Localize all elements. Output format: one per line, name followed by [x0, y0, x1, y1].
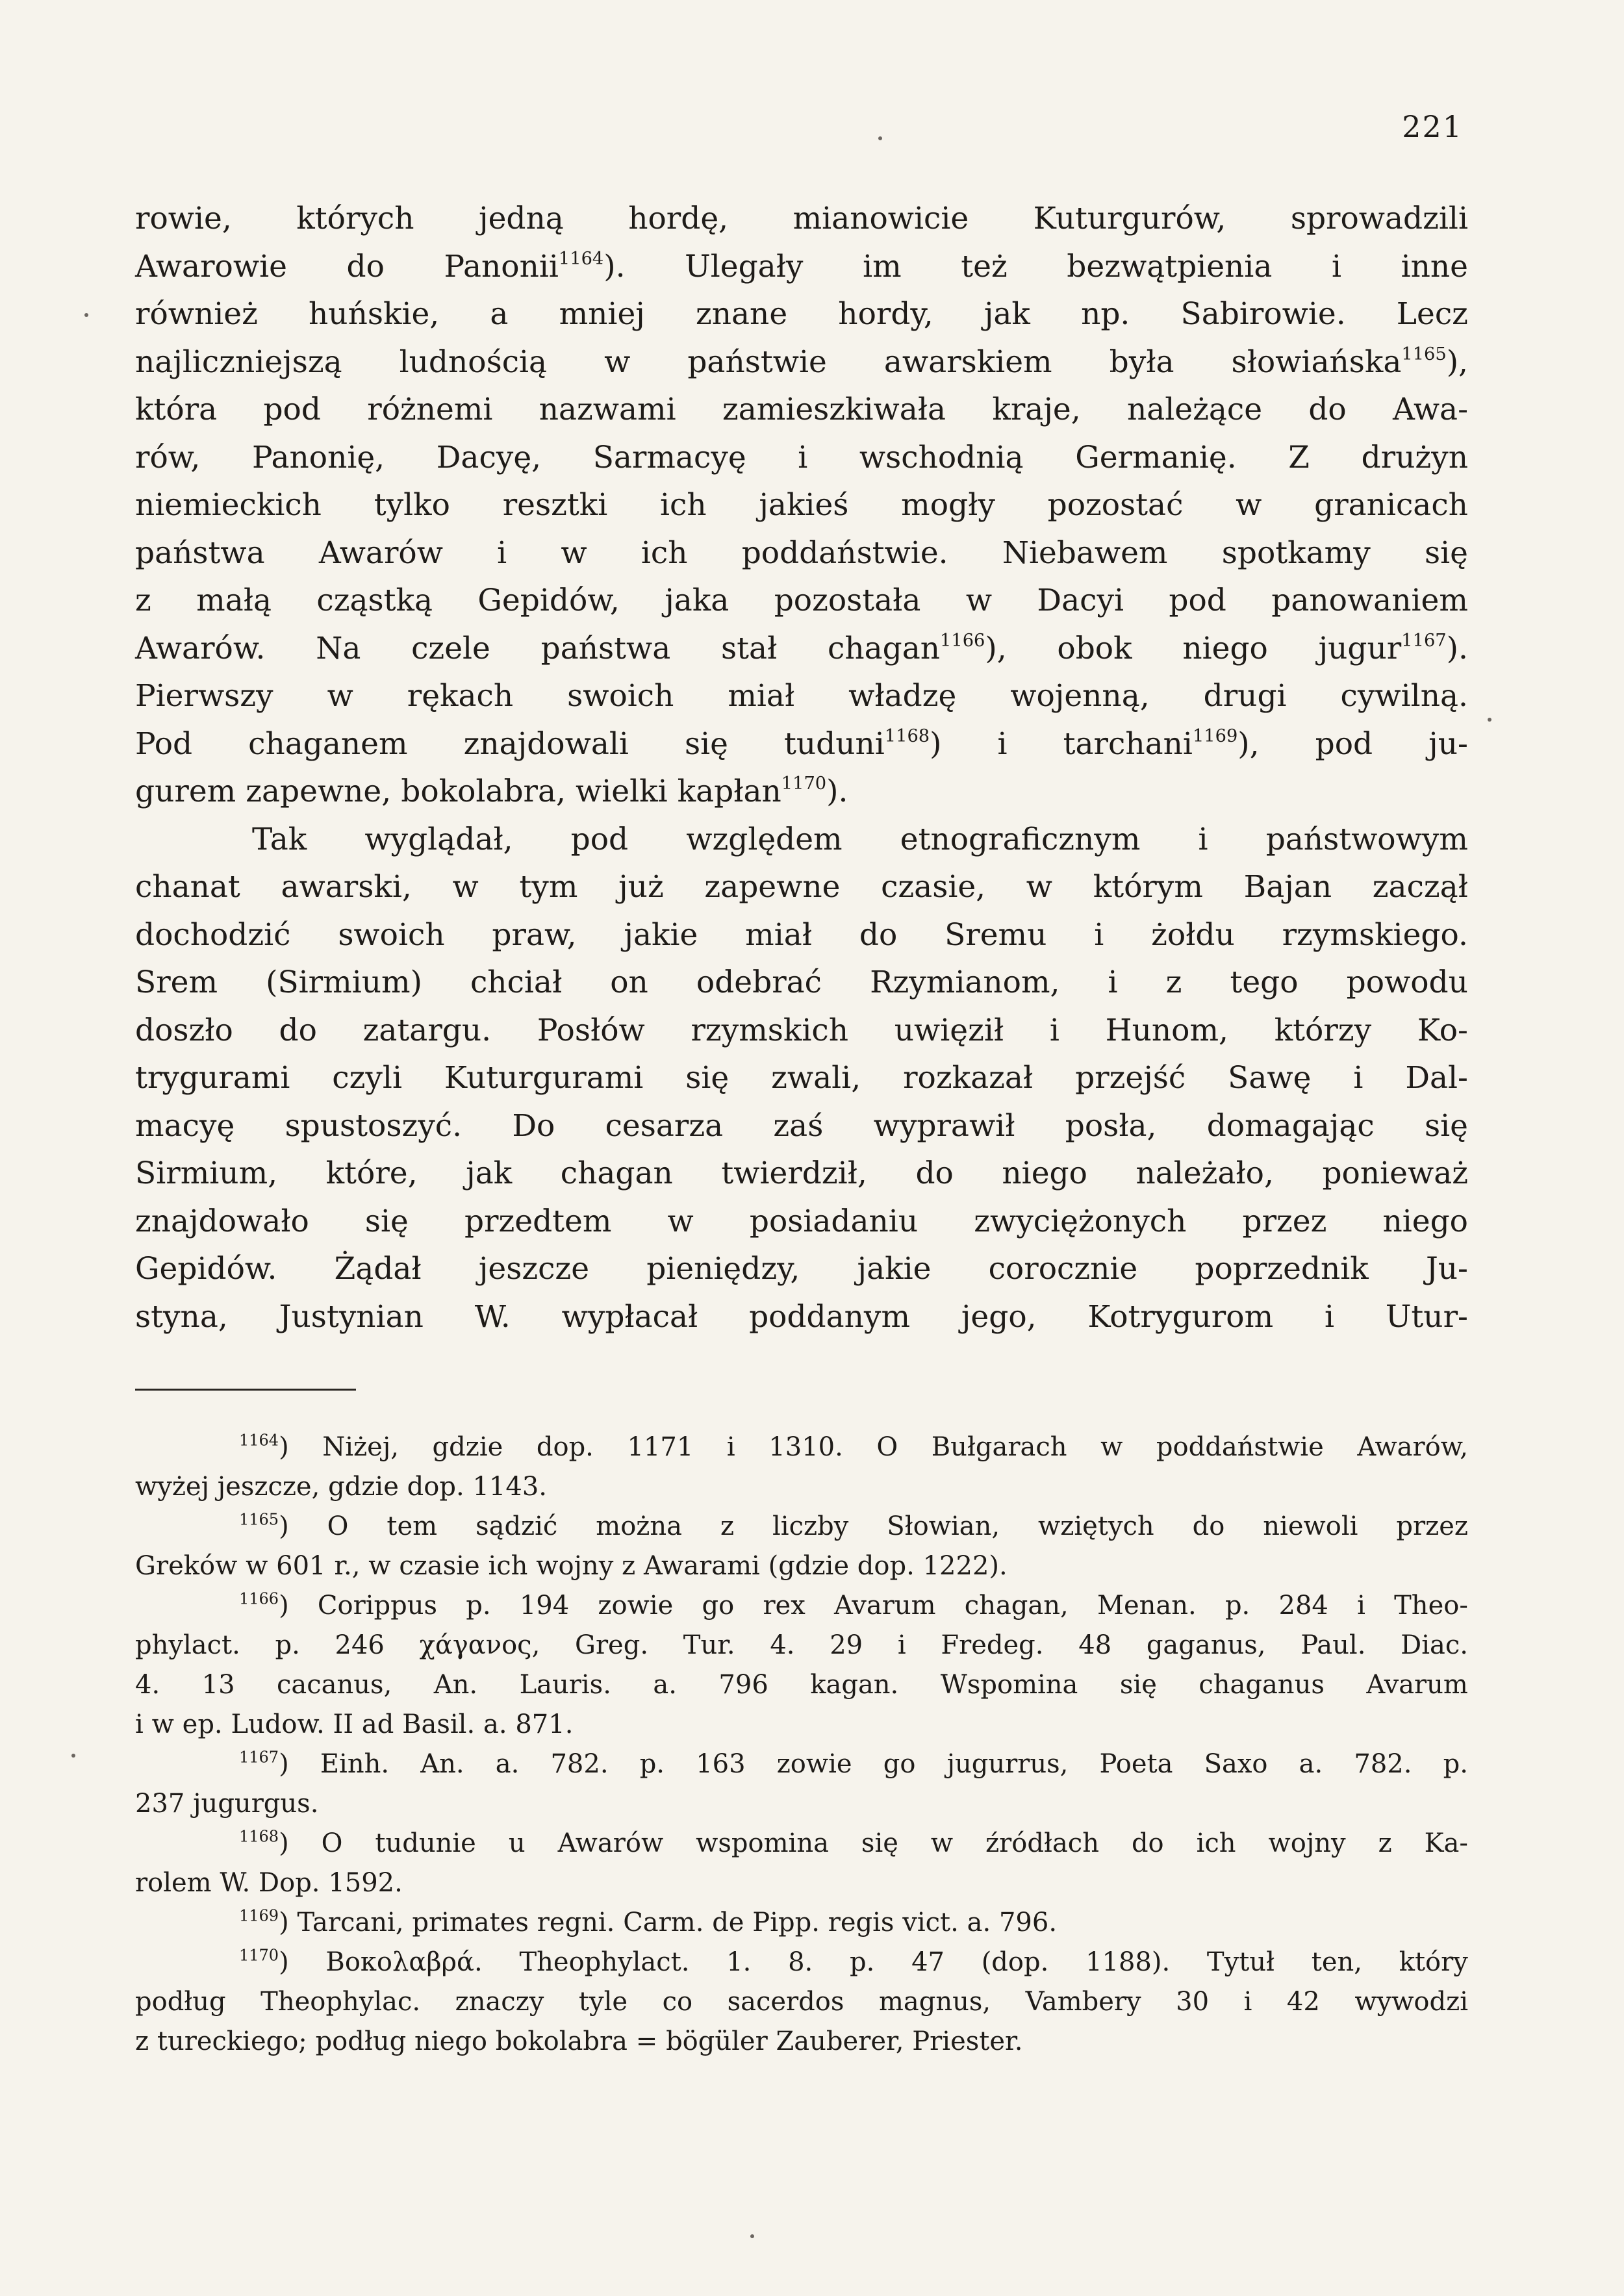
- scan-speck: [750, 2234, 754, 2238]
- footnote-line: Greków w 601 r., w czasie ich wojny z Awarami (gdzie dop. 1222).: [135, 1551, 1008, 1581]
- text-line: rów, Panonię, Dacyę, Sarmacyę i wschodnią Germanię. Z drużyn: [135, 439, 1468, 475]
- footnote-line: $^{1168}$) O tudunie u Awarów wspomina się w źródłach do ich wojny z Ka-: [239, 1827, 1468, 1858]
- text-line: Awarów. Na czele państwa stał chagan$^{1166}$), obok niego jugur$^{1167}$).: [135, 630, 1468, 666]
- text-line: macyę spustoszyć. Do cesarza zaś wyprawił posła, domagając się: [135, 1107, 1468, 1144]
- text-line: Pierwszy w rękach swoich miał władzę wojenną, drugi cywilną.: [135, 678, 1468, 714]
- footnote-number: 1168: [239, 1827, 279, 1846]
- body-text: [135, 195, 1468, 1341]
- footnote-line: $^{1165}$) O tem sądzić można z liczby Słowian, wziętych do niewoli przez: [239, 1510, 1468, 1541]
- page-number: 221: [1402, 109, 1463, 144]
- text-line: chanat awarski, w tym już zapewne czasie, w którym Bajan zaczął: [135, 869, 1468, 905]
- text-line: rowie, których jedną hordę, mianowicie Kuturgurów, sprowadzili: [135, 201, 1468, 236]
- footnote-line: rolem W. Dop. 1592.: [135, 1868, 403, 1898]
- text-line: najliczniejszą ludnością w państwie awarskiem była słowiańska$^{1165}$),: [135, 344, 1468, 380]
- scan-speck: [1488, 718, 1491, 722]
- scan-speck: [84, 313, 88, 317]
- footnote-number: 1170: [239, 1946, 279, 1965]
- footnote-line: 4. 13 cacanus, An. Lauris. a. 796 kagan. Wspomina się chaganus Avarum: [135, 1670, 1468, 1700]
- footnote-line: $^{1170}$) Βοκολαβρά. Theophylact. 1. 8. p. 47 (dop. 1188). Tytuł ten, który: [239, 1946, 1468, 1977]
- footnotes: [135, 1428, 1468, 2062]
- text-line: z małą cząstką Gepidów, jaka pozostała w Dacyi pod panowaniem: [135, 583, 1468, 618]
- footnote-number: 1165: [239, 1510, 279, 1529]
- text-line: doszło do zatargu. Posłów rzymskich uwięził i Hunom, którzy Ko-: [135, 1012, 1468, 1048]
- text-line: państwa Awarów i w ich poddaństwie. Niebawem spotkamy się: [135, 535, 1468, 571]
- footnote-number: 1164: [239, 1431, 279, 1450]
- footnote-line: $^{1169}$) Tarcani, primates regni. Carm. de Pipp. regis vict. a. 796.: [239, 1906, 1058, 1937]
- footnote-line: wyżej jeszcze, gdzie dop. 1143.: [135, 1472, 547, 1502]
- footnote-line: podług Theophylac. znaczy tyle co sacerdos magnus, Vambery 30 i 42 wywodzi: [135, 1987, 1468, 2017]
- footnote-line: z tureckiego; podług niego bokolabra = bögüler Zauberer, Priester.: [135, 2026, 1023, 2056]
- text-line: niemieckich tylko resztki ich jakieś mogły pozostać w granicach: [135, 487, 1468, 523]
- text-line: Awarowie do Panonii$^{1164}$). Ulegały im też bezwątpienia i inne: [135, 248, 1468, 284]
- footnote-rule: [135, 1389, 356, 1391]
- scan-speck: [71, 1754, 75, 1758]
- footnote-line: 237 jugurgus.: [135, 1789, 319, 1819]
- text-line: znajdowało się przedtem w posiadaniu zwyciężonych przez niego: [135, 1203, 1468, 1239]
- scan-speck: [878, 136, 882, 140]
- text-line: Srem (Sirmium) chciał on odebrać Rzymianom, i z tego powodu: [135, 965, 1468, 1000]
- footnote-line: $^{1166}$) Corippus p. 194 zowie go rex Avarum chagan, Menan. p. 284 i Theo-: [239, 1589, 1468, 1621]
- footnote-number: 1169: [239, 1906, 279, 1925]
- text-line: również huńskie, a mniej znane hordy, jak np. Sabirowie. Lecz: [135, 296, 1468, 332]
- text-line: Tak wyglądał, pod względem etnograficznym i państwowym: [252, 821, 1468, 857]
- footnote-number: 1167: [239, 1748, 279, 1767]
- text-line: styna, Justynian W. wypłacał poddanym jego, Kotrygurom i Utur-: [135, 1298, 1468, 1335]
- footnote-number: 1166: [239, 1589, 279, 1608]
- text-line: Sirmium, które, jak chagan twierdził, do niego należało, ponieważ: [135, 1155, 1468, 1191]
- text-line: gurem zapewne, bokolabra, wielki kapłan$^{1170}$).: [135, 773, 848, 809]
- footnote-line: $^{1167}$) Einh. An. a. 782. p. 163 zowie go jugurrus, Poeta Saxo a. 782. p.: [239, 1748, 1468, 1779]
- text-line: Gepidów. Żądał jeszcze pieniędzy, jakie corocznie poprzednik Ju-: [135, 1251, 1468, 1287]
- footnote-line: i w ep. Ludow. II ad Basil. a. 871.: [135, 1709, 574, 1739]
- text-line: dochodzić swoich praw, jakie miał do Sremu i żołdu rzymskiego.: [135, 916, 1468, 953]
- footnote-line: phylact. p. 246 χάγανος, Greg. Tur. 4. 29 i Fredeg. 48 gaganus, Paul. Diac.: [135, 1630, 1468, 1660]
- text-line: trygurami czyli Kuturgurami się zwali, rozkazał przejść Sawę i Dal-: [135, 1060, 1468, 1096]
- text-line: Pod chaganem znajdowali się tuduni$^{1168}$) i tarchani$^{1169}$), pod ju-: [135, 725, 1468, 762]
- footnote-line: $^{1164}$) Niżej, gdzie dop. 1171 i 1310. O Bułgarach w poddaństwie Awarów,: [239, 1431, 1468, 1462]
- text-line: która pod różnemi nazwami zamieszkiwała kraje, należące do Awa-: [135, 392, 1468, 427]
